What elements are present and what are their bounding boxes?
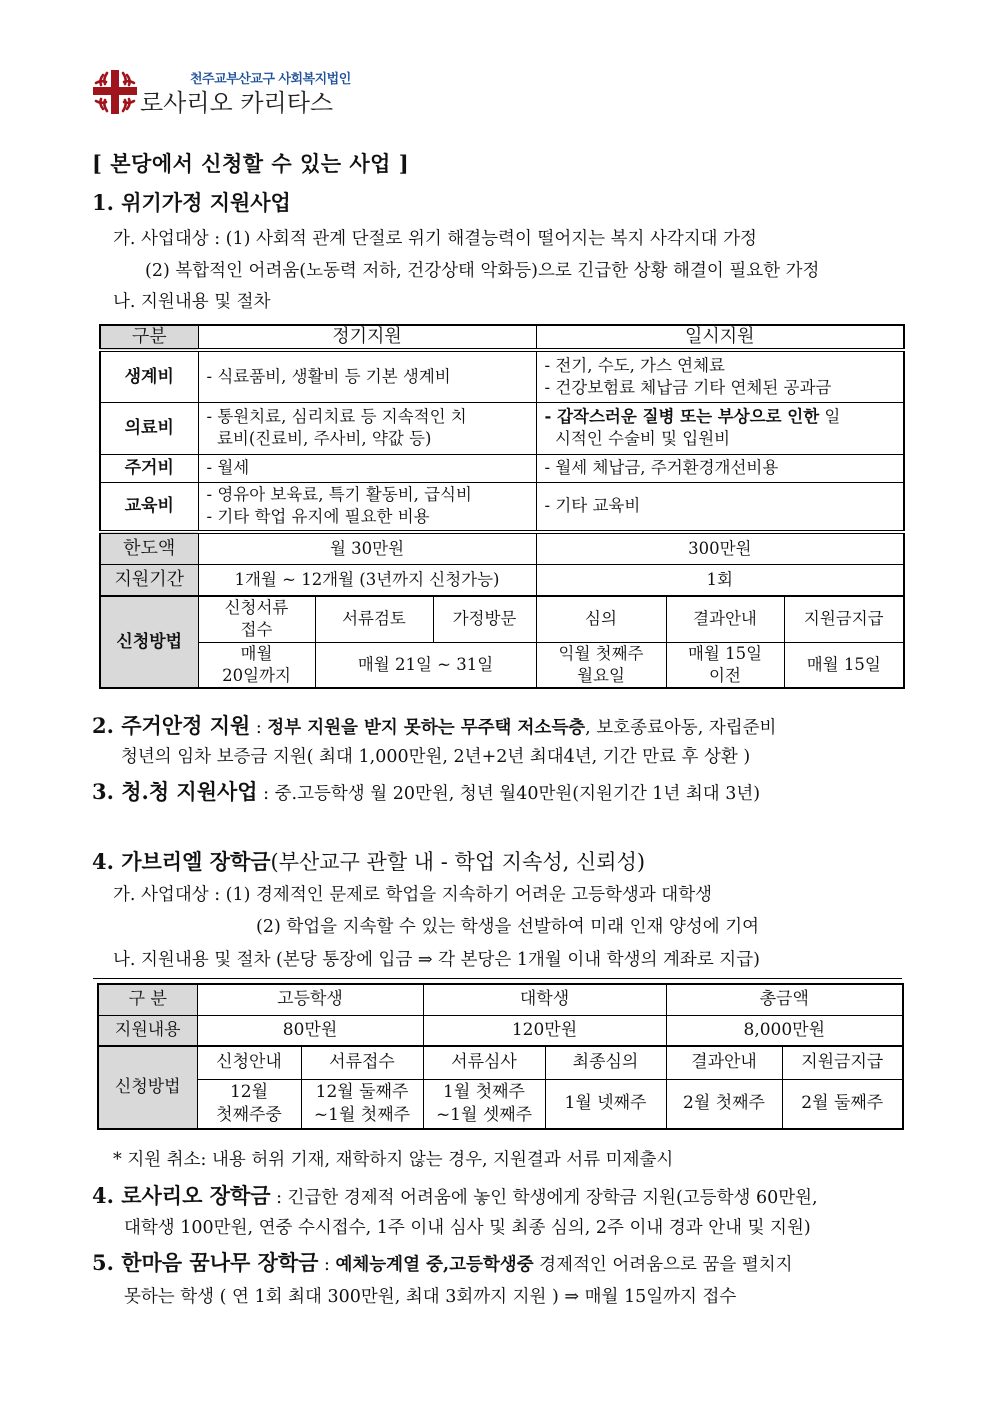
schedule-cell: 2월 둘째주 [782, 1079, 903, 1129]
header-category: 구 분 [98, 984, 197, 1015]
schedule-cell: 매월 15일 이전 [666, 642, 784, 688]
row-label: 지원내용 [98, 1015, 197, 1046]
temporary-cell: - 갑작스러운 질병 또는 부상으로 인한 일 시적인 수술비 및 입원비 [536, 402, 904, 454]
limit-regular: 월 30만원 [198, 532, 536, 564]
section2-line1: 2. 주거안정 지원 : 정부 지원을 받지 못하는 무주택 저소득층, 보호종료아동, 자립준비 [92, 713, 777, 738]
section5-line1: 5. 한마음 꿈나무 장학금 : 예체능계열 중,고등학생중 경제적인 어려움으로 꿈을 펼치지 [92, 1250, 793, 1275]
schedule-cell: 익월 첫째주 월요일 [536, 642, 666, 688]
header-category: 구분 [100, 325, 198, 350]
divider [93, 978, 902, 979]
schedule-cell: 1월 첫째주 ~1월 셋째주 [423, 1079, 545, 1129]
schedule-cell: 2월 첫째주 [666, 1079, 782, 1129]
schedule-cell: 12월 둘째주 ~1월 첫째주 [301, 1079, 423, 1129]
period-temporary: 1회 [536, 564, 904, 596]
table-row [100, 454, 904, 482]
section1-target-line1: 가. 사업대상 : (1) 사회적 관계 단절로 위기 해결능력이 떨어지는 복지 사각지대 가정 [113, 229, 757, 249]
header-total: 총금액 [666, 984, 903, 1015]
amount-high: 80만원 [197, 1015, 423, 1046]
section1-title: 1. 위기가정 지원사업 [92, 190, 291, 215]
caritas-cross-logo-icon [93, 70, 137, 114]
limit-temporary: 300만원 [536, 532, 904, 564]
section4b-line1: 4. 로사리오 장학금 : 긴급한 경제적 어려움에 놓인 학생에게 장학금 지원(고등학생 60만원, [92, 1183, 818, 1208]
logo-organization: 천주교부산교구 사회복지법인 [190, 72, 351, 87]
section1-target-line2: (2) 복합적인 어려움(노동력 저하, 건강상태 악화등)으로 긴급한 상황 해결이 필요한 가정 [145, 261, 820, 281]
section5-title: 5. 한마음 꿈나무 장학금 [92, 1250, 319, 1275]
section4a-procedure-label: 나. 지원내용 및 절차 (본당 통장에 입금 ⇒ 각 본당은 1개월 이내 학생의 계좌로 지급) [113, 950, 760, 970]
temporary-cell: - 월세 체납금, 주거환경개선비용 [536, 454, 904, 482]
section4a-title: 4. 가브리엘 장학금 [92, 849, 271, 874]
amount-univ: 120만원 [423, 1015, 666, 1046]
step-cell: 신청안내 [197, 1046, 301, 1079]
table-row [98, 1015, 903, 1046]
section3-title: 3. 청.청 지원사업 [92, 779, 258, 804]
table-row [100, 532, 904, 564]
step-cell: 지원금지급 [784, 596, 904, 642]
schedule-cell: 매월 21일 ~ 31일 [315, 642, 536, 688]
step-cell: 가정방문 [433, 596, 536, 642]
section4a-target-line1: 가. 사업대상 : (1) 경제적인 문제로 학업을 지속하기 어려운 고등학생과 대학생 [113, 885, 713, 905]
step-cell: 서류검토 [315, 596, 433, 642]
section5-line2: 못하는 학생 ( 연 1회 최대 300만원, 최대 3회까지 지원 ) ⇒ 매월 15일까지 접수 [124, 1287, 737, 1307]
step-cell: 최종심의 [545, 1046, 666, 1079]
period-regular: 1개월 ~ 12개월 (3년까지 신청가능) [198, 564, 536, 596]
section4b-line2: 대학생 100만원, 연중 수시접수, 1주 이내 심사 및 최종 심의, 2주 이내 경과 안내 및 지원) [124, 1218, 811, 1238]
row-label: 지원기간 [100, 564, 198, 596]
table-row [100, 596, 904, 642]
section4a-title-line: 4. 가브리엘 장학금(부산교구 관할 내 - 학업 지속성, 신뢰성) [92, 849, 646, 874]
regular-cell: - 식료품비, 생활비 등 기본 생계비 [198, 350, 536, 402]
section1-procedure-label: 나. 지원내용 및 절차 [113, 292, 271, 312]
table-row [100, 564, 904, 596]
crisis-support-table [99, 324, 905, 689]
step-cell: 심의 [536, 596, 666, 642]
row-label: 신청방법 [100, 596, 198, 688]
table-row [98, 1046, 903, 1079]
section2-line2: 청년의 임차 보증금 지원( 최대 1,000만원, 2년+2년 최대4년, 기간 만료 후 상환 ) [121, 747, 751, 767]
step-cell: 결과안내 [666, 596, 784, 642]
regular-cell: - 영유아 보육료, 특기 활동비, 급식비 - 기타 학업 유지에 필요한 비용 [198, 482, 536, 532]
row-label: 교육비 [100, 482, 198, 532]
row-label: 한도액 [100, 532, 198, 564]
row-label: 주거비 [100, 454, 198, 482]
header-university: 대학생 [423, 984, 666, 1015]
temporary-cell: - 기타 교육비 [536, 482, 904, 532]
row-label: 신청방법 [98, 1046, 197, 1129]
table-row [100, 350, 904, 402]
section2-bold-text: 정부 지원을 받지 못하는 무주택 저소득층 [267, 718, 586, 738]
header-temporary: 일시지원 [536, 325, 904, 350]
regular-cell: - 통원치료, 심리치료 등 지속적인 치 료비(진료비, 주사비, 약값 등) [198, 402, 536, 454]
row-label: 의료비 [100, 402, 198, 454]
row-label: 생계비 [100, 350, 198, 402]
schedule-cell: 1월 넷째주 [545, 1079, 666, 1129]
gabriel-scholarship-table [97, 983, 904, 1130]
table-row [100, 642, 904, 688]
table-row [100, 402, 904, 454]
logo-name: 로사리오 카리타스 [140, 89, 334, 117]
table-row [100, 482, 904, 532]
step-cell: 결과안내 [666, 1046, 782, 1079]
amount-total: 8,000만원 [666, 1015, 903, 1046]
schedule-cell: 매월 15일 [784, 642, 904, 688]
page-heading: [ 본당에서 신청할 수 있는 사업 ] [92, 151, 410, 176]
step-cell: 서류접수 [301, 1046, 423, 1079]
step-cell: 지원금지급 [782, 1046, 903, 1079]
section4a-target-line2: (2) 학업을 지속할 수 있는 학생을 선발하여 미래 인재 양성에 기여 [256, 917, 760, 937]
schedule-cell: 12월 첫째주중 [197, 1079, 301, 1129]
section2-title: 2. 주거안정 지원 [92, 713, 251, 738]
section3-line: 3. 청.청 지원사업 : 중.고등학생 월 20만원, 청년 월40만원(지원기간 1년 최대 3년) [92, 779, 761, 804]
section4b-title: 4. 로사리오 장학금 [92, 1183, 271, 1208]
table-row [98, 1079, 903, 1129]
temporary-cell: - 전기, 수도, 가스 연체료 - 건강보험료 체납금 기타 연체된 공과금 [536, 350, 904, 402]
step-cell: 신청서류 접수 [198, 596, 315, 642]
schedule-cell: 매월 20일까지 [198, 642, 315, 688]
step-cell: 서류심사 [423, 1046, 545, 1079]
header-high-school: 고등학생 [197, 984, 423, 1015]
cancellation-note: * 지원 취소: 내용 허위 기재, 재학하지 않는 경우, 지원결과 서류 미제출시 [113, 1150, 674, 1170]
section5-bold-text: 예체능계열 중,고등학생중 [335, 1255, 534, 1275]
regular-cell: - 월세 [198, 454, 536, 482]
header-regular: 정기지원 [198, 325, 536, 350]
